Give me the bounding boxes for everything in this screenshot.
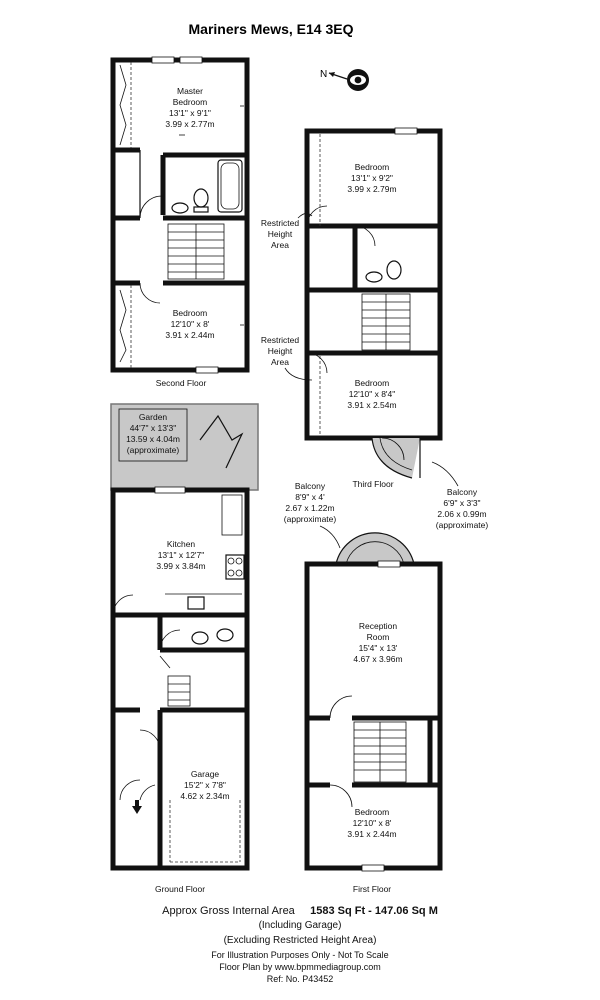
- third-floor-plan: [261, 128, 489, 530]
- room-first-floor-bedroom: [347, 807, 396, 839]
- svg-text:Height: Height: [267, 346, 293, 356]
- floor-label-first: First Floor: [352, 884, 392, 894]
- first-floor-plan: [284, 481, 440, 894]
- toilet-icon: [194, 189, 208, 207]
- bath-icon: [218, 160, 242, 212]
- window: [180, 57, 202, 63]
- toilet-icon: [192, 632, 208, 644]
- svg-text:8'9" x 4': 8'9" x 4': [295, 492, 325, 502]
- svg-text:Master: Master: [177, 86, 203, 96]
- north-compass: [320, 69, 369, 91]
- svg-text:Room: Room: [366, 632, 390, 642]
- svg-text:Restricted: Restricted: [260, 218, 300, 228]
- room-second-floor-bedroom: [165, 308, 214, 340]
- svg-text:(approximate): (approximate): [126, 445, 180, 455]
- room-kitchen: [156, 539, 205, 571]
- window: [395, 128, 417, 134]
- svg-text:Height: Height: [267, 229, 293, 239]
- window: [378, 561, 400, 567]
- toilet-icon: [387, 261, 401, 279]
- svg-text:15'4" x 13': 15'4" x 13': [358, 643, 398, 653]
- svg-text:Bedroom: Bedroom: [354, 807, 390, 817]
- ground-floor-plan: [111, 404, 258, 894]
- stairs-icon: [354, 722, 406, 782]
- area-summary: [0, 905, 600, 917]
- svg-text:3.99 x 2.79m: 3.99 x 2.79m: [347, 184, 397, 194]
- svg-text:13'1" x 9'1": 13'1" x 9'1": [169, 108, 211, 118]
- window: [196, 367, 218, 373]
- svg-text:12'10" x 8': 12'10" x 8': [352, 818, 392, 828]
- svg-text:Garden: Garden: [138, 412, 168, 422]
- window: [152, 57, 174, 63]
- basin-icon: [217, 629, 233, 641]
- stairs-icon: [168, 224, 224, 279]
- svg-text:Area: Area: [271, 357, 289, 367]
- svg-text:3.91 x 2.54m: 3.91 x 2.54m: [347, 400, 397, 410]
- eye-icon: [347, 69, 369, 91]
- reference-number: Ref: No. P43452: [266, 974, 334, 984]
- svg-text:3.99 x 2.77m: 3.99 x 2.77m: [165, 119, 215, 129]
- page-title: Mariners Mews, E14 3EQ: [188, 21, 354, 37]
- svg-text:Restricted: Restricted: [260, 335, 300, 345]
- svg-text:13'1" x 12'7": 13'1" x 12'7": [157, 550, 205, 560]
- window: [362, 865, 384, 871]
- basin-icon: [366, 272, 382, 282]
- restricted-height-label-1: [261, 213, 312, 250]
- basin-icon: [172, 203, 188, 213]
- svg-text:2.67 x 1.22m: 2.67 x 1.22m: [285, 503, 335, 513]
- svg-text:4.67 x 3.96m: 4.67 x 3.96m: [353, 654, 403, 664]
- stairs-icon: [362, 294, 410, 350]
- room-third-floor-bedroom-top: [347, 162, 396, 194]
- floor-label-second: Second Floor: [155, 378, 207, 388]
- room-reception: [353, 621, 402, 664]
- svg-text:13'1" x 9'2": 13'1" x 9'2": [351, 173, 393, 183]
- svg-text:12'10" x 8'4": 12'10" x 8'4": [348, 389, 396, 399]
- balcony-third-floor-label: [432, 462, 488, 530]
- floor-label-ground: Ground Floor: [154, 884, 206, 894]
- svg-text:6'9" x 3'3": 6'9" x 3'3": [443, 498, 481, 508]
- floorplan-credit: Floor Plan by www.bpmmediagroup.com: [219, 962, 381, 972]
- room-master-bedroom: [165, 86, 214, 129]
- stairs-icon: [168, 676, 190, 706]
- svg-text:(approximate): (approximate): [283, 514, 337, 524]
- sink-icon: [188, 597, 204, 609]
- svg-text:2.06 x 0.99m: 2.06 x 0.99m: [437, 509, 487, 519]
- area-value: 1583 Sq Ft - 147.06 Sq M: [310, 905, 438, 917]
- svg-text:Bedroom: Bedroom: [354, 378, 390, 388]
- svg-text:Bedroom: Bedroom: [354, 162, 390, 172]
- second-floor-plan: [113, 57, 247, 388]
- area-label: Approx Gross Internal Area: [162, 905, 295, 917]
- including-garage-note: (Including Garage): [258, 920, 342, 931]
- svg-text:Balcony: Balcony: [446, 487, 478, 497]
- room-garage: [180, 769, 229, 801]
- svg-text:Bedroom: Bedroom: [172, 308, 208, 318]
- svg-text:3.91 x 2.44m: 3.91 x 2.44m: [165, 330, 215, 340]
- svg-text:(approximate): (approximate): [435, 520, 489, 530]
- svg-text:44'7" x 13'3": 44'7" x 13'3": [129, 423, 177, 433]
- svg-text:12'10" x 8': 12'10" x 8': [170, 319, 210, 329]
- floor-label-third: Third Floor: [352, 479, 394, 489]
- svg-text:Balcony: Balcony: [294, 481, 326, 491]
- excluding-restricted-note: (Excluding Restricted Height Area): [223, 935, 377, 946]
- svg-text:4.62 x 2.34m: 4.62 x 2.34m: [180, 791, 230, 801]
- svg-text:Reception: Reception: [358, 621, 398, 631]
- svg-text:Bedroom: Bedroom: [172, 97, 208, 107]
- svg-text:Kitchen: Kitchen: [166, 539, 196, 549]
- balcony-first-floor-label: [284, 481, 340, 548]
- svg-text:3.99 x 3.84m: 3.99 x 3.84m: [156, 561, 206, 571]
- restricted-height-label-2: [261, 335, 312, 380]
- svg-text:Garage: Garage: [190, 769, 220, 779]
- north-letter: N: [320, 69, 328, 80]
- patio-door: [155, 487, 185, 493]
- entrance-arrow-icon: [132, 800, 142, 814]
- svg-text:13.59 x 4.04m: 13.59 x 4.04m: [126, 434, 180, 444]
- svg-text:3.91 x 2.44m: 3.91 x 2.44m: [347, 829, 397, 839]
- svg-text:15'2" x 7'8": 15'2" x 7'8": [184, 780, 226, 790]
- room-third-floor-bedroom-bottom: [347, 378, 396, 410]
- illustration-disclaimer: For Illustration Purposes Only - Not To Scale: [211, 950, 389, 960]
- svg-text:Area: Area: [271, 240, 289, 250]
